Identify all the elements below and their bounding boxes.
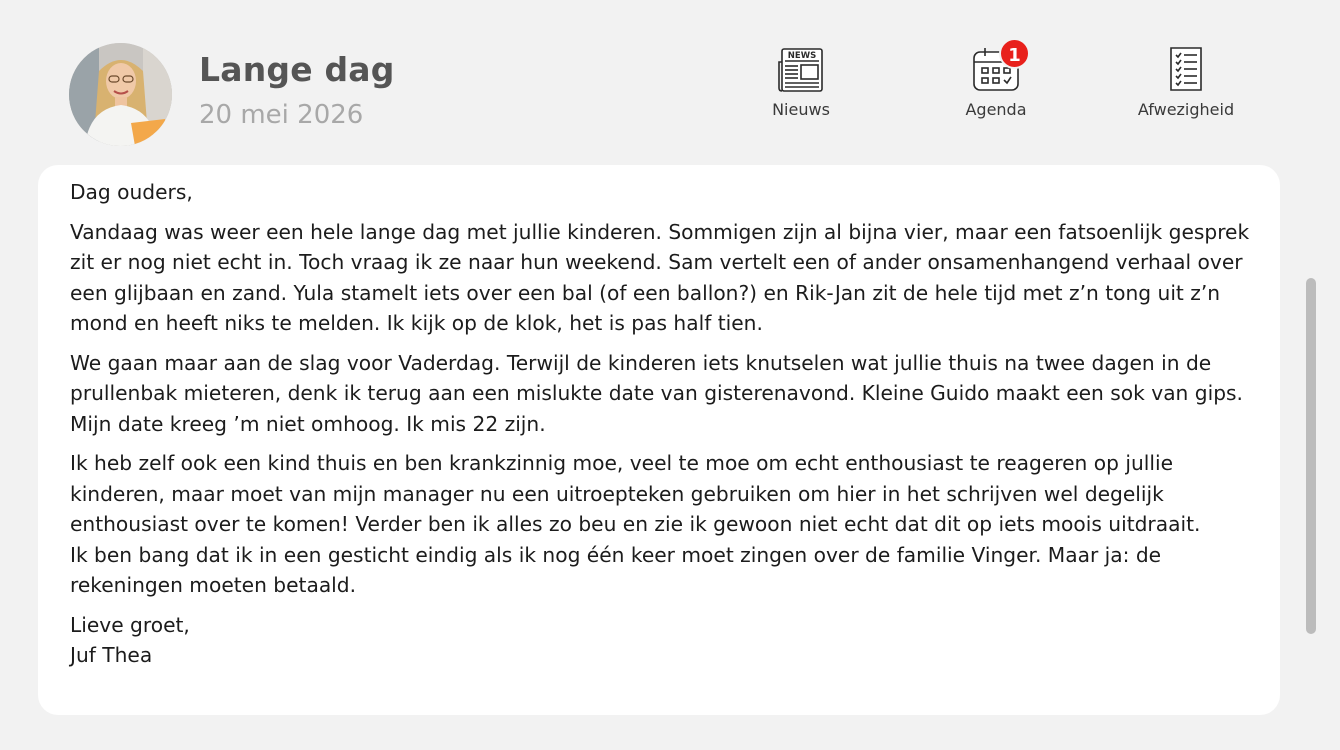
scrollbar[interactable] (1306, 278, 1316, 634)
agenda-badge: 1 (999, 38, 1030, 69)
news-button[interactable] (731, 44, 871, 124)
absence-label: Afwezigheid (1137, 100, 1235, 119)
message-paragraph: Ik ben bang dat ik in een gesticht eindig als ik nog één keer moet zingen over de familie Vinger. Maar ja: de rekeningen moeten betaald. (70, 542, 1162, 597)
message-closing: Lieve groet, (70, 612, 190, 637)
message-card (38, 165, 1280, 715)
absence-button[interactable] (1116, 44, 1256, 124)
message-greeting: Dag ouders, (70, 180, 193, 204)
message-paragraph: Ik heb zelf ook een kind thuis en ben krankzinnig moe, veel te moe om echt enthousiast te reageren op jullie kinderen, maar moet van mijn manager nu een uitroepteken gebruiken om hier in het schrijven wel degelijk enthousiast over te komen! Verder ben ik alles zo beu en zie ik gewoon niet echt dat dit op iets moois uitdraait. (70, 451, 1201, 536)
agenda-button[interactable] (926, 44, 1066, 124)
newspaper-icon (776, 44, 826, 94)
news-icon-text: NEWS (787, 51, 817, 61)
checklist-icon (1161, 44, 1211, 94)
message-paragraph: Vandaag was weer een hele lange dag met jullie kinderen. Sommigen zijn al bijna vier, maar een fatsoenlijk gesprek zit er nog niet echt in. Toch vraag ik ze naar hun weekend. Sam vertelt een of ander onsamenhangend verhaal over een glijbaan en zand. Yula stamelt iets over een bal (of een ballon?) en Rik-Jan zit de hele tijd met z’n tong uit z’n mond en heeft niks te melden. Ik kijk op de klok, het is pas half tien. (70, 219, 1250, 335)
avatar (69, 43, 172, 146)
teacher-photo (69, 43, 172, 146)
page-date: 20 mei 2026 (199, 100, 364, 130)
page-title: Lange dag (199, 50, 395, 89)
news-label: Nieuws (772, 100, 830, 119)
message-body (70, 177, 1250, 671)
calendar-icon (971, 44, 1021, 94)
message-signature: Juf Thea (70, 643, 153, 667)
header (0, 0, 1340, 160)
message-paragraph: We gaan maar aan de slag voor Vaderdag. Terwijl de kinderen iets knutselen wat jullie thuis na twee dagen in de prullenbak mieteren, denk ik terug aan een mislukte date van gisterenavond. Kleine Guido maakt een sok van gips. Mijn date kreeg ’m niet omhoog. Ik mis 22 zijn. (70, 350, 1243, 436)
agenda-label: Agenda (965, 100, 1027, 119)
